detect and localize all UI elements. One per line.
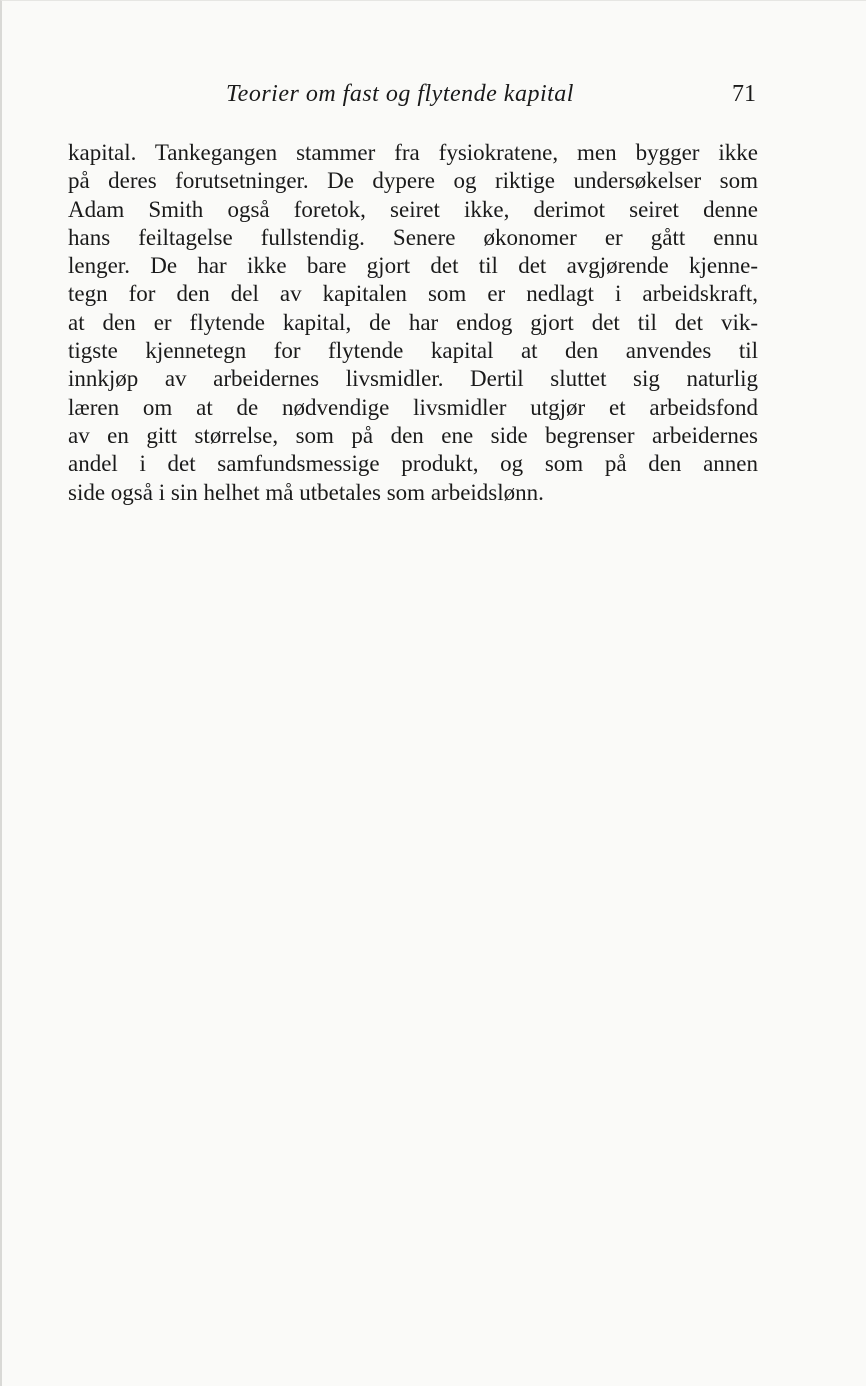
text-line: hans feiltagelse fullstendig. Senere økonomer er gått ennu	[68, 224, 758, 250]
text-line: lenger. De har ikke bare gjort det til det avgjørende kjenne-	[68, 253, 758, 279]
text-line: andel i det samfundsmessige produkt, og som på den annen	[68, 451, 758, 477]
text-line: innkjøp av arbeidernes livsmidler. Dertil sluttet sig naturlig	[68, 366, 758, 392]
text-line: tegn for den del av kapitalen som er nedlagt i arbeidskraft,	[68, 281, 758, 307]
running-title: Teorier om fast og flytende kapital	[226, 81, 574, 107]
text-line-last: side også i sin helhet må utbetales som arbeidslønn.	[68, 479, 544, 505]
text-line: at den er flytende kapital, de har endog gjort det til det vik-	[68, 309, 758, 335]
text-line: på deres forutsetninger. De dypere og riktige undersøkelser som	[68, 168, 758, 194]
body-paragraph	[68, 139, 758, 507]
page-number: 71	[732, 81, 756, 107]
running-head	[68, 81, 756, 115]
text-line: Adam Smith også foretok, seiret ikke, derimot seiret denne	[68, 196, 758, 222]
text-line: kapital. Tankegangen stammer fra fysiokratene, men bygger ikke	[68, 140, 758, 165]
text-line: tigste kjennetegn for flytende kapital at den anvendes til	[68, 338, 758, 364]
text-line: læren om at de nødvendige livsmidler utgjør et arbeidsfond	[68, 394, 758, 420]
text-line: av en gitt størrelse, som på den ene side begrenser arbeidernes	[68, 422, 758, 448]
